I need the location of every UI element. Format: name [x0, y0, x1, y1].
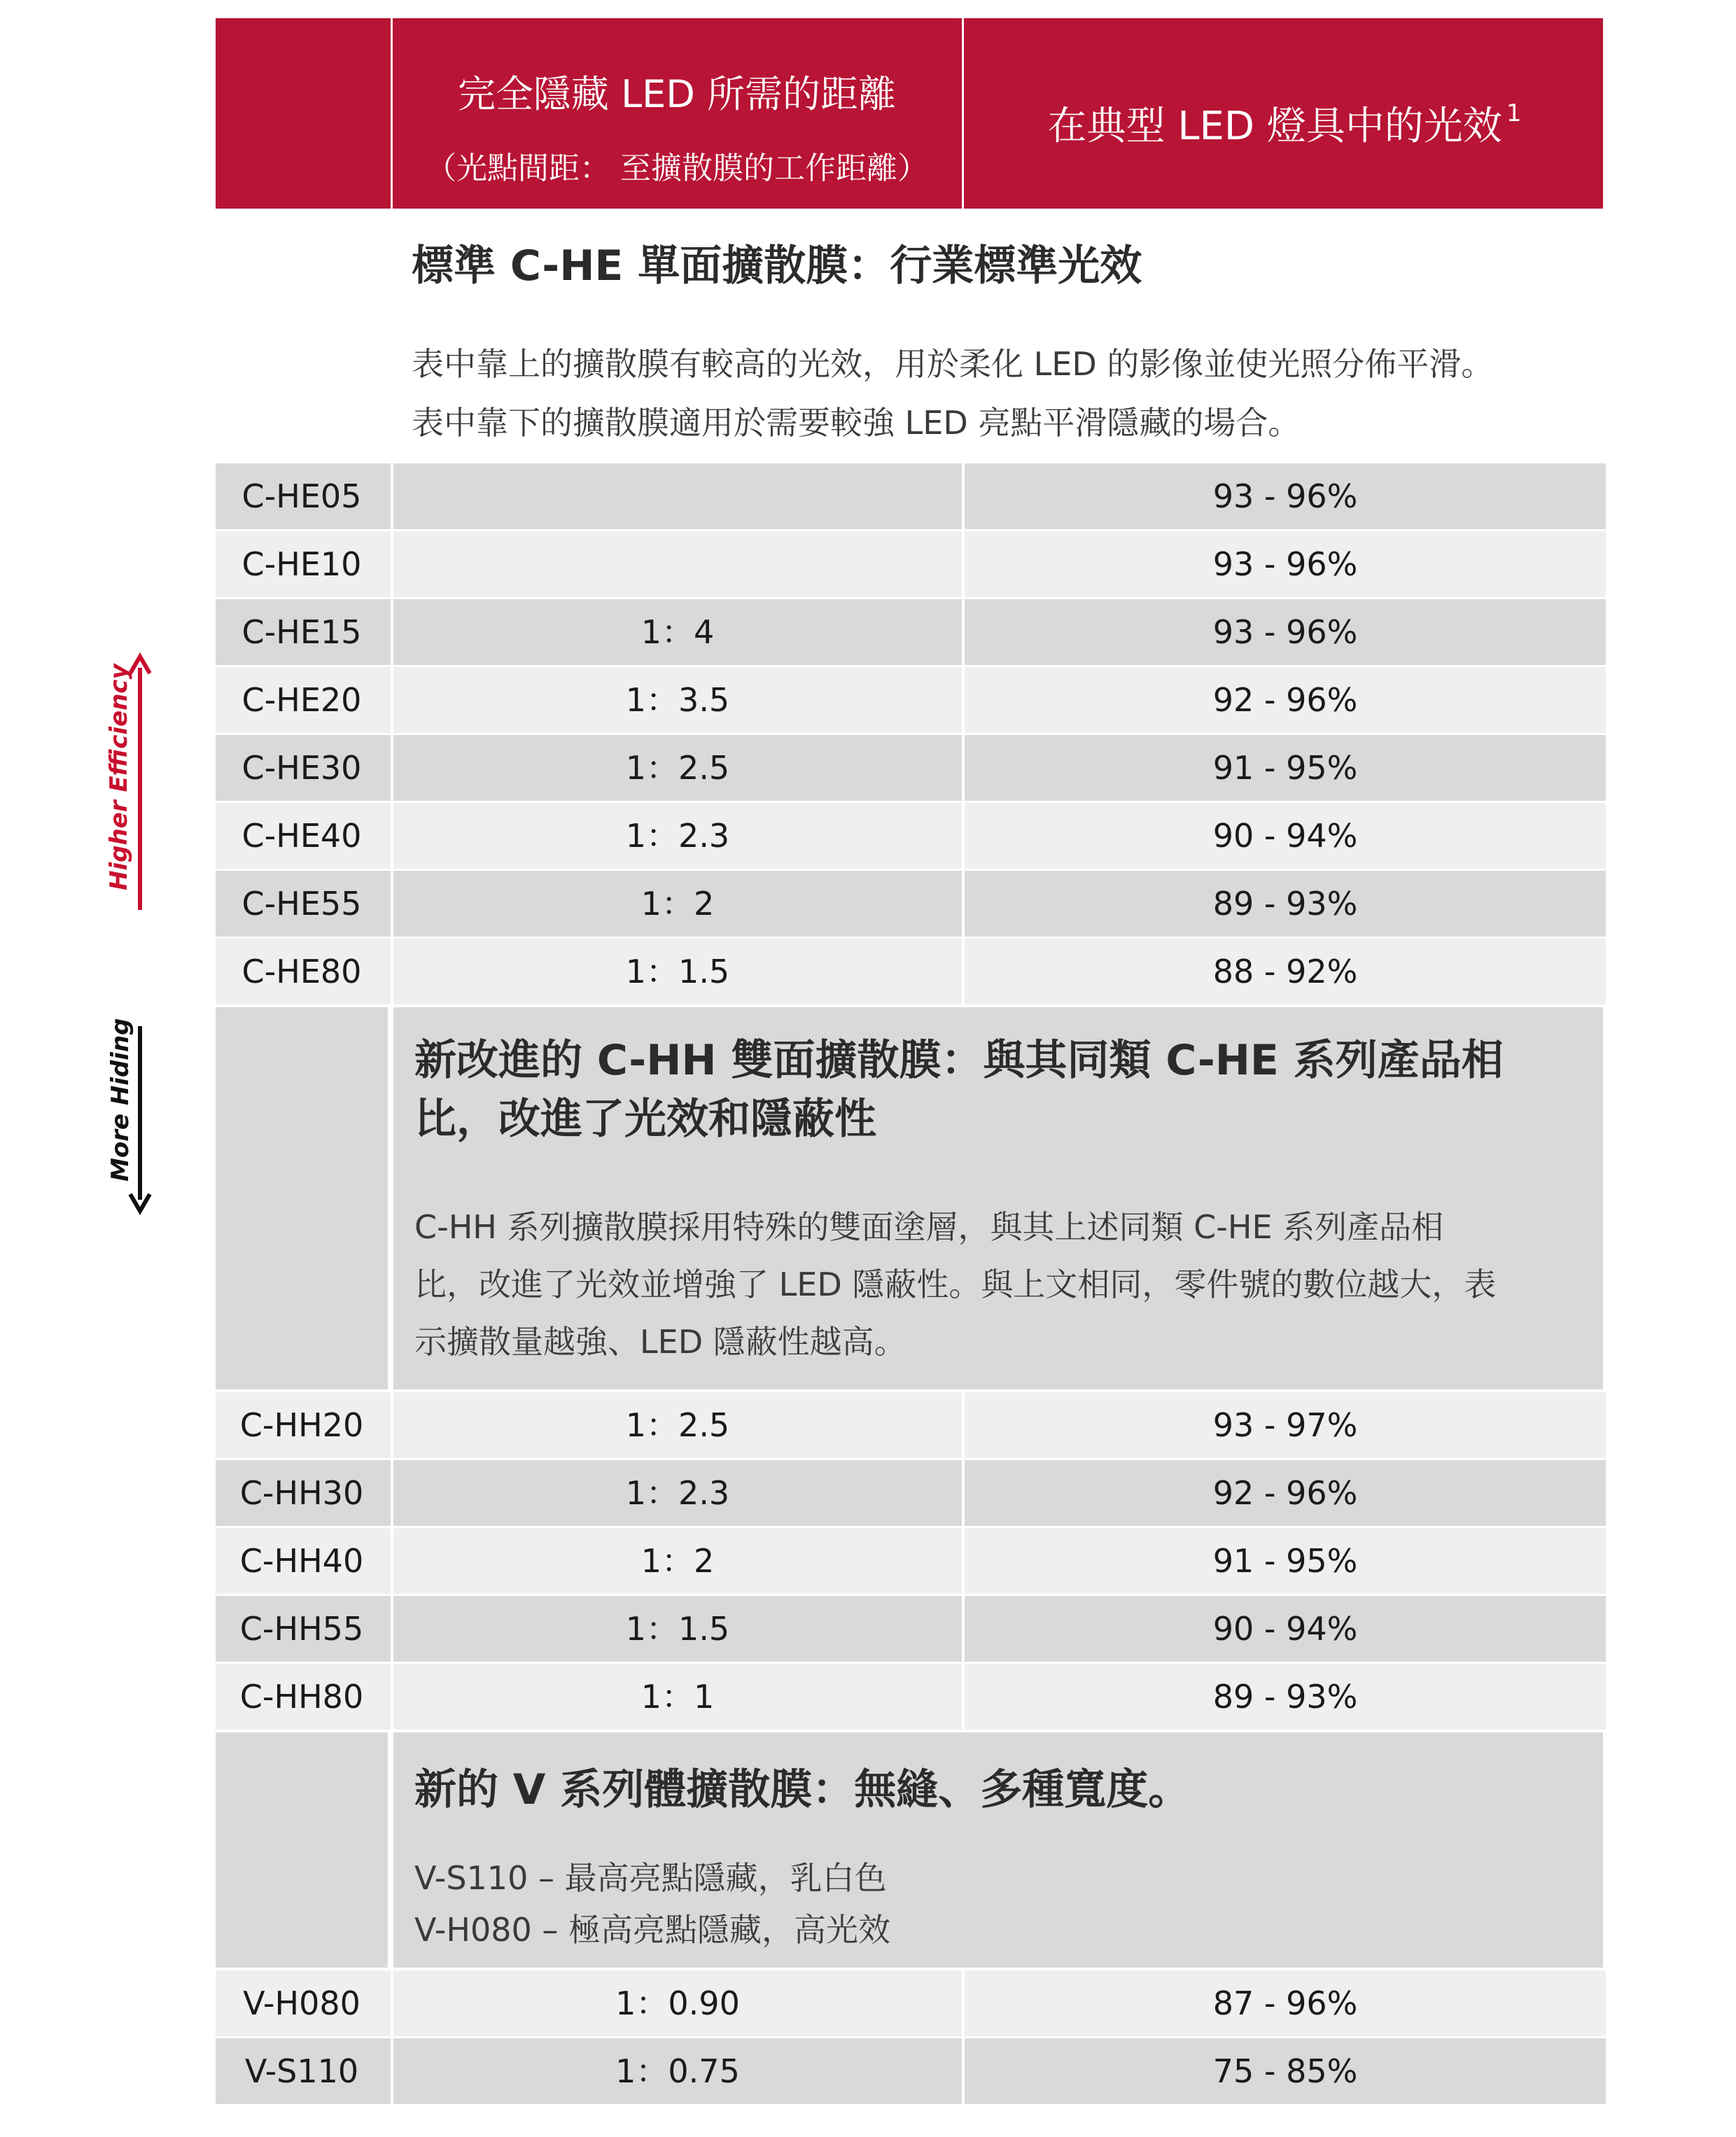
section-che-text-line1: 表中靠上的擴散膜有較高的光效，用於柔化 LED 的影像並使光照分佈平滑。 — [412, 345, 1494, 383]
distance-cell: 1：3.5 — [391, 667, 962, 733]
table-row — [216, 803, 1603, 869]
section-che-intro — [216, 209, 1603, 463]
section-che-title: 標準 C-HE 單面擴散膜：行業標準光效 — [412, 241, 1142, 290]
model-cell: C-HE55 — [241, 885, 362, 923]
efficiency-cell: 93 - 96% — [962, 599, 1606, 665]
efficiency-cell: 91 - 95% — [962, 1528, 1606, 1594]
efficiency-cell: 92 - 96% — [962, 667, 1606, 733]
section-chh-title-line1: 新改進的 C-HH 雙面擴散膜：與其同類 C-HE 系列產品相 — [414, 1036, 1504, 1085]
table-row — [216, 871, 1603, 937]
efficiency-cell: 89 - 93% — [962, 871, 1606, 937]
efficiency-cell: 88 - 92% — [962, 939, 1606, 1004]
efficiency-cell: 93 - 96% — [962, 463, 1606, 529]
section-v-title: 新的 V 系列體擴散膜：無縫、多種寬度。 — [414, 1765, 1191, 1814]
distance-cell: 1：1.5 — [391, 939, 962, 1004]
table-row — [216, 1392, 1603, 1458]
section-chh-title-line2: 比，改進了光效和隱蔽性 — [414, 1095, 876, 1144]
table-row — [216, 599, 1603, 665]
section-v-text-line1: V-S110 – 最高亮點隱藏，乳白色 — [414, 1859, 887, 1897]
model-cell: C-HE80 — [241, 953, 362, 990]
table-row — [216, 735, 1603, 801]
header-efficiency-title: 在典型 LED 燈具中的光效 $^1$ — [1047, 99, 1522, 149]
model-cell: C-HE30 — [241, 749, 362, 787]
section-chh-text-line2: 比，改進了光效並增強了 LED 隱蔽性。與上文相同，零件號的數位越大，表 — [414, 1266, 1497, 1303]
more-hiding-label: More Hiding — [106, 1018, 134, 1182]
efficiency-cell: 90 - 94% — [962, 1596, 1606, 1662]
table-row — [216, 1664, 1603, 1730]
footnote-marker: 1 — [1506, 99, 1522, 127]
distance-cell: 1：2.5 — [391, 735, 962, 801]
table-row — [216, 2038, 1603, 2104]
section-v-intro — [216, 1732, 1603, 1968]
model-cell: V-H080 — [243, 1984, 360, 2022]
table-row — [216, 1970, 1603, 2036]
distance-cell: 1：0.75 — [391, 2038, 962, 2104]
distance-cell: 1：1.5 — [391, 1596, 962, 1662]
table-row — [216, 1460, 1603, 1526]
table-header — [216, 18, 1603, 209]
table-row — [216, 939, 1603, 1004]
distance-cell: 1：2.3 — [391, 1460, 962, 1526]
table-row — [216, 1596, 1603, 1662]
table-row — [216, 1528, 1603, 1594]
model-cell: C-HE10 — [241, 545, 362, 583]
table-row — [216, 667, 1603, 733]
efficiency-cell: 89 - 93% — [962, 1664, 1606, 1730]
header-distance-cell — [391, 18, 961, 209]
distance-cell: 1：4 — [391, 599, 962, 665]
efficiency-cell: 90 - 94% — [962, 803, 1606, 869]
model-cell: C-HH55 — [239, 1610, 364, 1648]
distance-cell — [391, 463, 962, 529]
section-chh-text-line3: 示擴散量越強、LED 隱蔽性越高。 — [414, 1323, 906, 1361]
efficiency-cell: 87 - 96% — [962, 1970, 1606, 2036]
distance-cell: 1：0.90 — [391, 1970, 962, 2036]
efficiency-cell: 75 - 85% — [962, 2038, 1606, 2104]
section-v-text-line2: V-H080 – 極高亮點隱藏，高光效 — [414, 1911, 891, 1949]
distance-cell: 1：1 — [391, 1664, 962, 1730]
efficiency-cell: 91 - 95% — [962, 735, 1606, 801]
distance-cell: 1：2 — [391, 871, 962, 937]
model-cell: C-HH30 — [239, 1474, 364, 1512]
model-cell: C-HH40 — [239, 1542, 364, 1580]
efficiency-cell: 92 - 96% — [962, 1460, 1606, 1526]
efficiency-cell: 93 - 96% — [962, 531, 1606, 597]
model-cell: C-HE20 — [241, 681, 362, 719]
higher-efficiency-label: Higher Efficiency — [105, 664, 133, 890]
model-cell: C-HE05 — [241, 477, 362, 515]
distance-cell: 1：2.3 — [391, 803, 962, 869]
header-distance-title: 完全隱藏 LED 所需的距離 — [457, 72, 897, 116]
distance-cell — [391, 531, 962, 597]
model-cell: C-HH20 — [239, 1406, 364, 1444]
table-row — [216, 531, 1603, 597]
section-chh-intro — [216, 1007, 1603, 1389]
header-blank-cell — [216, 18, 388, 209]
header-efficiency-cell — [962, 18, 1605, 209]
distance-cell: 1：2.5 — [391, 1392, 962, 1458]
model-cell: C-HH80 — [239, 1678, 364, 1716]
table-row — [216, 463, 1603, 529]
model-cell: V-S110 — [244, 2052, 359, 2090]
distance-cell: 1：2 — [391, 1528, 962, 1594]
section-che-text-line2: 表中靠下的擴散膜適用於需要較強 LED 亮點平滑隱藏的場合。 — [412, 404, 1301, 442]
header-distance-subtitle: （光點間距： 至擴散膜的工作距離） — [426, 150, 928, 186]
efficiency-cell: 93 - 97% — [962, 1392, 1606, 1458]
section-chh-text-line1: C-HH 系列擴散膜採用特殊的雙面塗層，與其上述同類 C-HE 系列產品相 — [414, 1208, 1444, 1246]
model-cell: C-HE40 — [241, 817, 362, 855]
model-cell: C-HE15 — [241, 613, 362, 651]
